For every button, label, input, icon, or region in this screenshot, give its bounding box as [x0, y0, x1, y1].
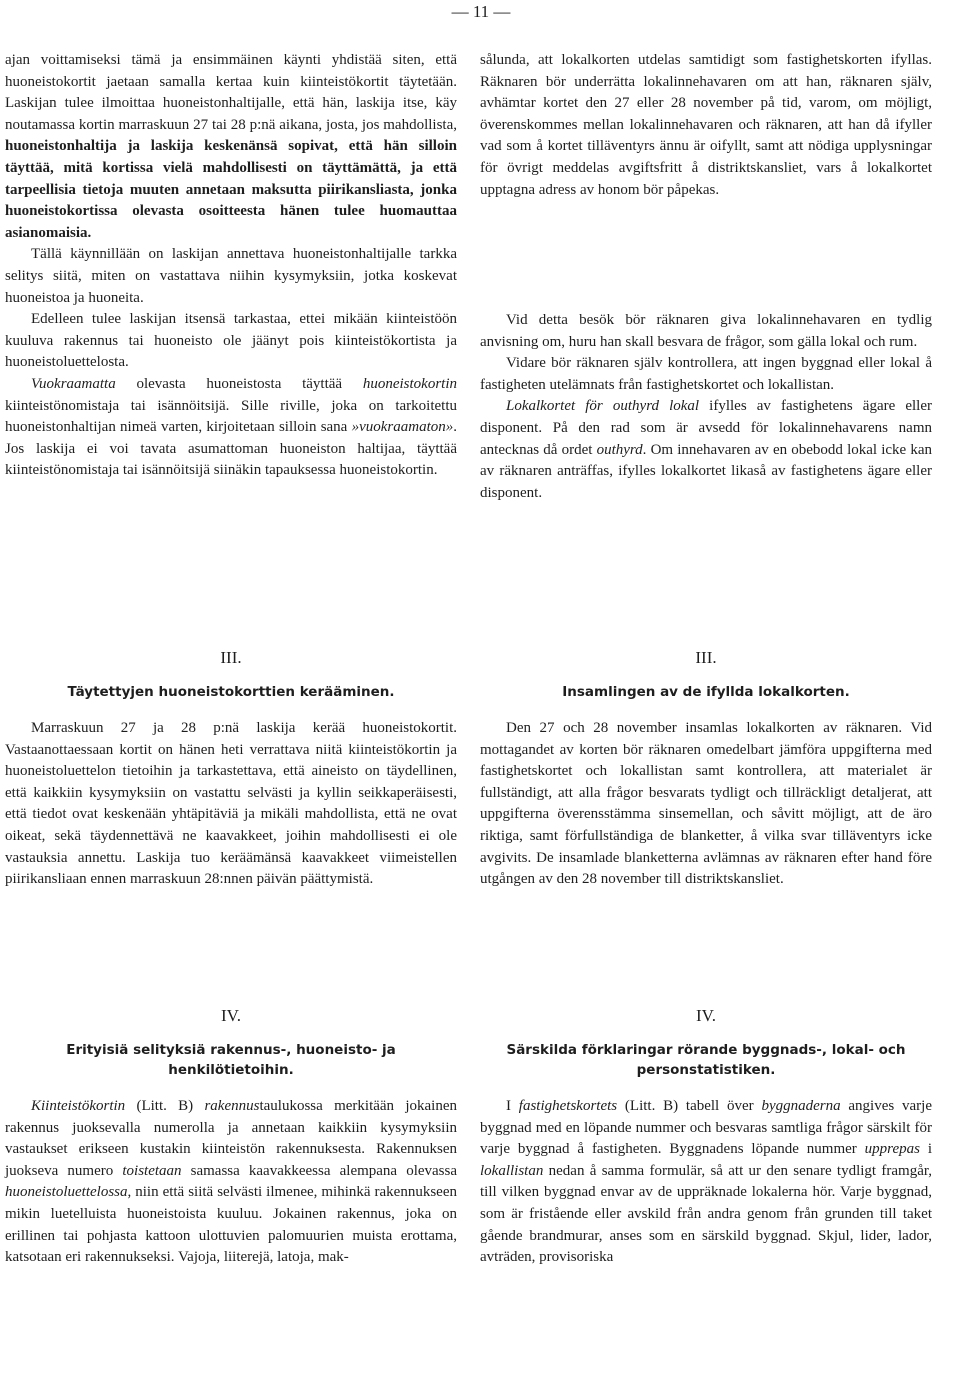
- italic-run: upprepas: [864, 1141, 920, 1158]
- paragraph: [5, 50, 457, 244]
- paragraph: [5, 244, 457, 309]
- italic-run: Vuokraamatta: [31, 375, 116, 392]
- italic-run: fastighetskortets: [518, 1098, 618, 1114]
- italic-run: lokallistan: [480, 1162, 544, 1179]
- section-heading: Särskilda förklaringar rörande byggnads-, lokal- och personstatistiken.: [506, 1042, 906, 1078]
- text-run: ajan voittamiseksi tämä ja ensimmäinen käynti yhdistää siten, että huoneistokortit jaetaan samalla kertaa kuin kiinteistökortit täytetään. Laskijan tulee ilmoittaa huoneistonhaltijalle, että hän, laskija itse, käy noutamassa kortin marraskuun 27 tai 28 p:nä aikana, josta, jos mahdollista,: [5, 52, 457, 133]
- italic-run: huoneistoluettelossa: [5, 1184, 128, 1201]
- text-run: , niin että siitä selvästi ilmenee, mihinkä rakennukseen mikin luetelluista huoneistoista kuuluu. Jokainen rakennus, joka on erillinen tai pohjasta kattoon ulottuvien palomuurien muista erottama, katsotaan eri rakennukseksi. Vajoja, liiterejä, latoja, mak-: [5, 1184, 457, 1266]
- italic-run: toistetaan: [122, 1162, 182, 1179]
- paragraph: [480, 718, 932, 891]
- text-run: olevasta huoneistosta täyttää: [115, 375, 363, 392]
- text-run: nedan å samma formulär, så att ur den senare tydligt framgår, till vilken byggnad envar av de uppräknade lokalerna hör. Varje byggnad, som är fristående eller avskild från andra genom från grunden till taket gående brandmurar, anses som en särskild byggnad. Skjul, lider, lador, avträden, provisoriska: [480, 1162, 932, 1266]
- paragraph: [5, 374, 457, 482]
- text-run: taulukossa merkitään jokainen rakennus juoksevalla numerolla ja annetaan kaikkiin kysymyksiin vastaukset erikseen kustakin kiinteistön rakennuksesta. Rakennuksen juokseva numero: [5, 1098, 457, 1179]
- text-run: sålunda, att lokalkorten utdelas samtidigt som fastighetskorten ifyllas. Räknaren bör underrätta lokalinnehavaren om att han, räknaren själv, avhämtar kortet den 27 eller 28 november på tid, varom, om möjligt, överenskommes mellan lokalinnehavaren och räknaren, att han då ifyller vad som å kortet tilläventyrs ännu är oifyllt, samt att nödiga upplysningar för övrigt meddelas avgiftsfritt å distriktskansliet, vars å lokalkortet upptagna adress av honom bör påpekas.: [480, 52, 932, 198]
- italic-run: Lokalkortet för outhyrd lokal: [506, 398, 700, 415]
- text-run: ifylles av fastighetens ägare eller disponent. På den rad som är avsedd för lokalinnehavarens namn antecknas då ordet: [480, 398, 932, 458]
- text-run: I: [506, 1098, 519, 1114]
- text-run: Marraskuun 27 ja 28 p:nä laskija kerää huoneistokortit. Vastaanottaessaan kortit on hänen heti verrattava niitä kiinteistökortin ja huoneistoluettelon tietoihin ja tarkastettava, että aineisto on täydellinen, että kaikkiin kysymyksiin on vastattu selvästi ja kyllin seikkaperäisesti, että tiedot ovat keskenään yhtäpitäviä ja mikäli mahdollista, että ne ovat oikeat, sekä täydennettävä ne kaavakkeet, joihin mahdollisesti ei ole vastauksia annettu. Laskija tuo keräämänsä kaavakkeet viimeistellen piirikansliaan ennen marraskuun 28:nnen päivän päättymistä.: [5, 720, 457, 888]
- text-run: samassa kaavakkeessa alempana olevassa: [181, 1162, 458, 1179]
- text-run: i: [919, 1141, 933, 1158]
- section-numeral: IV.: [221, 1006, 241, 1025]
- text-run: Den 27 och 28 november insamlas lokalkorten av räknaren. Vid mottagandet av korten bör räknaren omedelbart jämföra uppgifterna med fastighetskortet och lokallistan samt kontrollera, att materialet är fullständigt, att alla frågor besvarats tydligt och tillräckligt detaljerat, att uppgifterna överensstämma sinsemellan, och såvitt möjligt, att de äro riktiga, samt förfullständiga de blanketter, å vilka svar tilläventyrs icke avgivits. De insamlade blanketterna avlämnas av räknaren efter hand före utgången av den 28 november till distriktskansliet.: [480, 720, 932, 888]
- italic-run: byggnaderna: [761, 1098, 841, 1114]
- italic-run: rakennus: [204, 1098, 260, 1114]
- text-run: Vidare bör räknaren själv kontrollera, att ingen byggnad eller lokal å fastigheten utelämnats från fastighetskortet och lokallistan.: [480, 355, 932, 393]
- paragraph: [5, 309, 457, 374]
- bold-run: huoneistonhaltija ja laskija keskenänsä sopivat, että hän silloin täyttää, mitä kortissa vielä mahdollisesti on täyttämättä, ja että tarpeellisia tietoja muuten annetaan maksutta piirikansliasta, jonka huoneistokortissa olevasta osoitteesta hänen tulee huomauttaa asianomaisia.: [5, 138, 457, 241]
- text-run: Tällä käynnillään on laskijan annettava huoneistonhaltijalle tarkka selitys siitä, miten on vastattava niihin kysymyksiin, jotka koskevat huoneistoa ja huoneita.: [5, 246, 457, 306]
- italic-run: Kiinteistökortin: [31, 1098, 126, 1114]
- section-heading: Erityisiä selityksiä rakennus-, huoneisto- ja henkilötietoihin.: [66, 1042, 396, 1078]
- section-numeral: III.: [220, 648, 242, 667]
- finnish-section-4: [5, 1004, 457, 1269]
- paragraph: [480, 50, 932, 201]
- text-run: . Jos laskija ei voi tavata asumattoman huoneiston haltijaa, täyttää kiinteistönomistaja tai isännöitsijä siinäkin tapauksessa huoneistokortin.: [5, 419, 457, 479]
- paragraph: [480, 353, 932, 396]
- section-heading: Täytettyjen huoneistokorttien kerääminen.: [67, 684, 395, 700]
- finnish-intro-block: [5, 50, 457, 482]
- paragraph: [480, 1096, 932, 1269]
- paragraph: [5, 1096, 457, 1269]
- italic-run: »vuokraamaton»: [351, 419, 454, 436]
- section-numeral: III.: [695, 648, 717, 667]
- section-numeral: IV.: [696, 1006, 716, 1025]
- swedish-section-4: [480, 1004, 932, 1269]
- swedish-section-3: [480, 646, 932, 891]
- paragraph: [480, 396, 932, 504]
- text-run: angives varje byggnad med en löpande nummer och besvaras samtliga frågor särskilt för varje byggnad å fastigheten. Byggnadens löpande nummer: [480, 1098, 932, 1158]
- italic-run: huoneistokortin: [362, 375, 457, 392]
- paragraph: [480, 310, 932, 353]
- section-heading: Insamlingen av de ifyllda lokalkorten.: [562, 684, 850, 700]
- page-number: — 11 —: [451, 2, 511, 21]
- text-run: Edelleen tulee laskijan itsensä tarkastaa, ettei mikään kiinteistöön kuuluva rakennus tai huoneisto ole jäänyt pois kiinteistökortista ja huoneistoluettelosta.: [5, 311, 457, 371]
- text-run: . Om innehavaren av en obebodd lokal icke kan av räknaren anträffas, ifylles lokalkortet likaså av fastighetens ägare eller disponent.: [480, 441, 932, 501]
- finnish-section-3: [5, 646, 457, 891]
- paragraph: [5, 718, 457, 891]
- swedish-intro-block: [480, 50, 932, 201]
- text-run: (Litt. B): [125, 1098, 205, 1114]
- text-run: Vid detta besök bör räknaren giva lokalinnehavaren en tydlig anvisning om, huru han skall besvara de frågor, som gälla lokal och rum.: [480, 312, 932, 350]
- italic-run: outhyrd: [596, 441, 643, 458]
- text-run: (Litt. B) tabell över: [617, 1098, 762, 1114]
- swedish-visit-block: [480, 310, 932, 504]
- text-run: kiinteistönomistaja tai isännöitsijä. Sille riville, joka on tarkoitettu huoneistonhaltijan nimeä varten, kirjoitetaan silloin sana: [5, 397, 457, 436]
